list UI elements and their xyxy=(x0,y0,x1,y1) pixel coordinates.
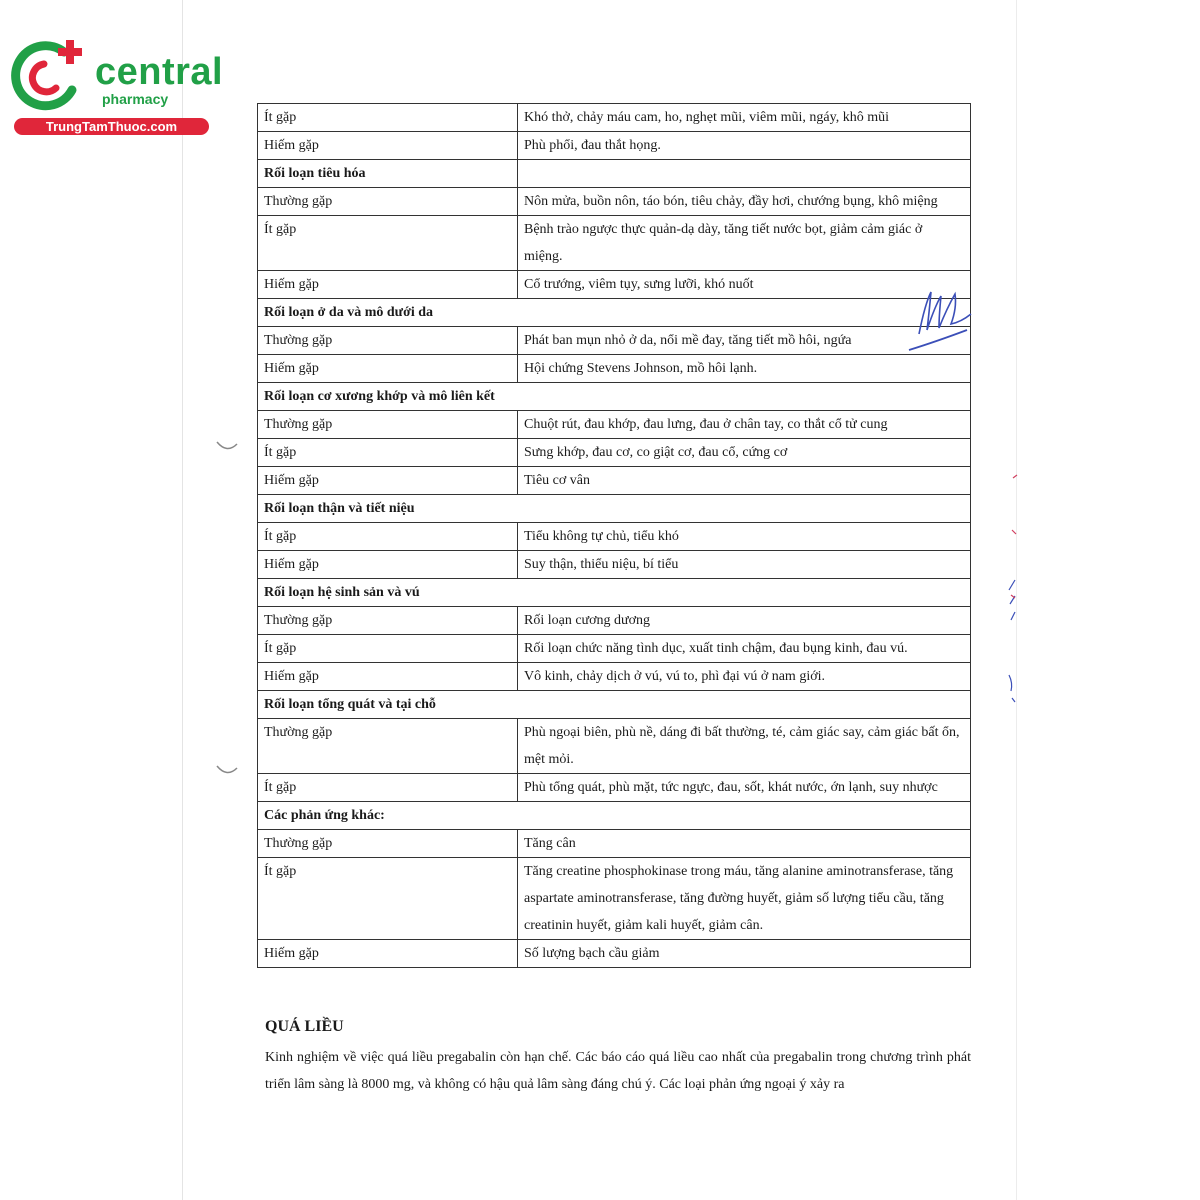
table-row xyxy=(258,439,971,467)
brand-name: central xyxy=(95,51,224,93)
pharmacy-cross-icon xyxy=(10,38,92,118)
description-cell: Cổ trướng, viêm tụy, sưng lưỡi, khó nuốt xyxy=(518,271,971,299)
table-row xyxy=(258,607,971,635)
frequency-cell: Hiếm gặp xyxy=(258,467,518,495)
frequency-cell: Ít gặp xyxy=(258,104,518,132)
page-left-edge xyxy=(182,0,183,1200)
category-title: Rối loạn thận và tiết niệu xyxy=(258,495,971,523)
table-row xyxy=(258,355,971,383)
category-title: Rối loạn cơ xương khớp và mô liên kết xyxy=(258,383,971,411)
stamp-edge-marks xyxy=(1003,470,1019,710)
table-row xyxy=(258,940,971,968)
description-cell: Tăng creatine phosphokinase trong máu, tăng alanine aminotransferase, tăng aspartate aminotransferase, tăng đường huyết, giảm số lượng tiểu cầu, tăng creatinin huyết, giảm kali huyết, giảm cân. xyxy=(518,858,971,940)
description-cell: Chuột rút, đau khớp, đau lưng, đau ở chân tay, co thắt cổ tử cung xyxy=(518,411,971,439)
category-row xyxy=(258,160,971,188)
table-row xyxy=(258,774,971,802)
category-title: Rối loạn tổng quát và tại chỗ xyxy=(258,691,971,719)
category-row xyxy=(258,579,971,607)
category-title: Rối loạn tiêu hóa xyxy=(258,160,518,188)
description-cell: Nôn mửa, buồn nôn, táo bón, tiêu chảy, đầy hơi, chướng bụng, khô miệng xyxy=(518,188,971,216)
binder-hole-mark xyxy=(215,440,239,454)
frequency-cell: Hiếm gặp xyxy=(258,663,518,691)
adverse-effects-table xyxy=(257,103,971,968)
category-row xyxy=(258,691,971,719)
overdose-text: Kinh nghiệm về việc quá liều pregabalin còn hạn chế. Các báo cáo quá liều cao nhất của pregabalin trong chương trình phát triển lâm sàng là 8000 mg, và không có hậu quả lâm sàng đáng chú ý. Các loại phản ứng ngoại ý xảy ra xyxy=(265,1050,971,1092)
table-row xyxy=(258,719,971,774)
frequency-cell: Hiếm gặp xyxy=(258,355,518,383)
category-row xyxy=(258,802,971,830)
empty-cell xyxy=(518,160,971,188)
description-cell: Số lượng bạch cầu giảm xyxy=(518,940,971,968)
table-row xyxy=(258,216,971,271)
frequency-cell: Thường gặp xyxy=(258,327,518,355)
frequency-cell: Hiếm gặp xyxy=(258,132,518,160)
category-title: Các phản ứng khác: xyxy=(258,802,971,830)
table-row xyxy=(258,104,971,132)
table-row xyxy=(258,523,971,551)
table-row xyxy=(258,327,971,355)
description-cell: Hội chứng Stevens Johnson, mồ hôi lạnh. xyxy=(518,355,971,383)
table-row xyxy=(258,858,971,940)
description-cell: Vô kinh, chảy dịch ở vú, vú to, phì đại vú ở nam giới. xyxy=(518,663,971,691)
description-cell: Khó thở, chảy máu cam, ho, nghẹt mũi, viêm mũi, ngáy, khô mũi xyxy=(518,104,971,132)
frequency-cell: Hiếm gặp xyxy=(258,940,518,968)
overdose-section xyxy=(265,1016,971,1098)
table-row xyxy=(258,635,971,663)
description-cell: Sưng khớp, đau cơ, co giật cơ, đau cổ, cứng cơ xyxy=(518,439,971,467)
description-cell: Phù phổi, đau thắt họng. xyxy=(518,132,971,160)
frequency-cell: Ít gặp xyxy=(258,523,518,551)
category-title: Rối loạn hệ sinh sản và vú xyxy=(258,579,971,607)
frequency-cell: Thường gặp xyxy=(258,830,518,858)
table-row xyxy=(258,830,971,858)
description-cell: Suy thận, thiểu niệu, bí tiểu xyxy=(518,551,971,579)
description-cell: Phù ngoại biên, phù nề, dáng đi bất thường, té, cảm giác say, cảm giác bất ổn, mệt mỏi. xyxy=(518,719,971,774)
frequency-cell: Ít gặp xyxy=(258,635,518,663)
table-row xyxy=(258,411,971,439)
category-title: Rối loạn ở da và mô dưới da xyxy=(258,299,971,327)
frequency-cell: Thường gặp xyxy=(258,188,518,216)
binder-hole-mark xyxy=(215,764,239,778)
frequency-cell: Hiếm gặp xyxy=(258,551,518,579)
description-cell: Tăng cân xyxy=(518,830,971,858)
description-cell: Tiểu không tự chủ, tiểu khó xyxy=(518,523,971,551)
frequency-cell: Thường gặp xyxy=(258,411,518,439)
description-cell: Rối loạn cương dương xyxy=(518,607,971,635)
brand-sub: pharmacy xyxy=(102,91,169,107)
table-row xyxy=(258,132,971,160)
description-cell: Tiêu cơ vân xyxy=(518,467,971,495)
description-cell: Phát ban mụn nhỏ ở da, nổi mề đay, tăng tiết mồ hôi, ngứa xyxy=(518,327,971,355)
category-row xyxy=(258,299,971,327)
frequency-cell: Thường gặp xyxy=(258,607,518,635)
description-cell: Rối loạn chức năng tình dục, xuất tinh chậm, đau bụng kinh, đau vú. xyxy=(518,635,971,663)
frequency-cell: Hiếm gặp xyxy=(258,271,518,299)
central-pharmacy-logo[interactable] xyxy=(10,38,224,138)
category-row xyxy=(258,495,971,523)
frequency-cell: Thường gặp xyxy=(258,719,518,774)
table-row xyxy=(258,551,971,579)
description-cell: Phù tổng quát, phù mặt, tức ngực, đau, sốt, khát nước, ớn lạnh, suy nhược xyxy=(518,774,971,802)
handwritten-signature-icon xyxy=(905,284,973,356)
frequency-cell: Ít gặp xyxy=(258,774,518,802)
description-cell: Bệnh trào ngược thực quản-dạ dày, tăng tiết nước bọt, giảm cảm giác ở miệng. xyxy=(518,216,971,271)
table-row xyxy=(258,663,971,691)
table-row xyxy=(258,271,971,299)
table-row xyxy=(258,467,971,495)
frequency-cell: Ít gặp xyxy=(258,439,518,467)
frequency-cell: Ít gặp xyxy=(258,216,518,271)
frequency-cell: Ít gặp xyxy=(258,858,518,940)
category-row xyxy=(258,383,971,411)
overdose-heading: QUÁ LIỀU xyxy=(265,1018,344,1035)
table-row xyxy=(258,188,971,216)
brand-url[interactable]: TrungTamThuoc.com xyxy=(14,118,209,135)
